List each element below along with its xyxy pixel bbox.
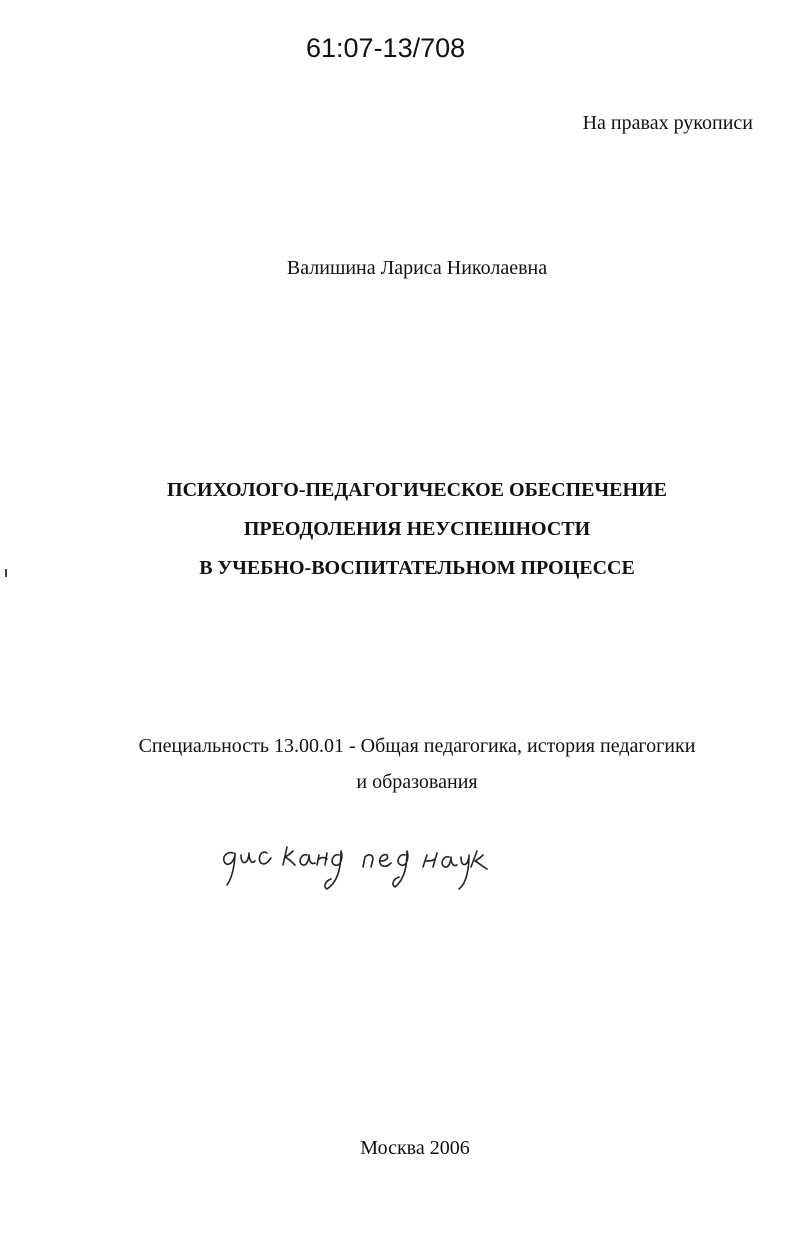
specialty-block	[0, 728, 798, 800]
title-line-1: ПСИХОЛОГО-ПЕДАГОГИЧЕСКОЕ ОБЕСПЕЧЕНИЕ	[167, 479, 667, 501]
city-and-year: Москва 2006	[360, 1137, 470, 1159]
title-line-3: В УЧЕБНО-ВОСПИТАТЕЛЬНОМ ПРОЦЕССЕ	[199, 557, 635, 579]
author-name: Валишина Лариса Николаевна	[286, 257, 548, 279]
title-line-2: ПРЕОДОЛЕНИЯ НЕУСПЕШНОСТИ	[243, 518, 591, 540]
dissertation-title	[0, 471, 798, 588]
rights-note: На правах рукописи	[582, 112, 753, 134]
specialty-line-2: и образования	[356, 771, 478, 793]
handwritten-note	[215, 825, 495, 895]
specialty-line-1: Специальность 13.00.01 - Общая педагогика, история педагогики	[138, 735, 696, 757]
margin-mark	[5, 569, 7, 577]
catalog-stamp-number: 61:07-13/708	[306, 33, 466, 63]
